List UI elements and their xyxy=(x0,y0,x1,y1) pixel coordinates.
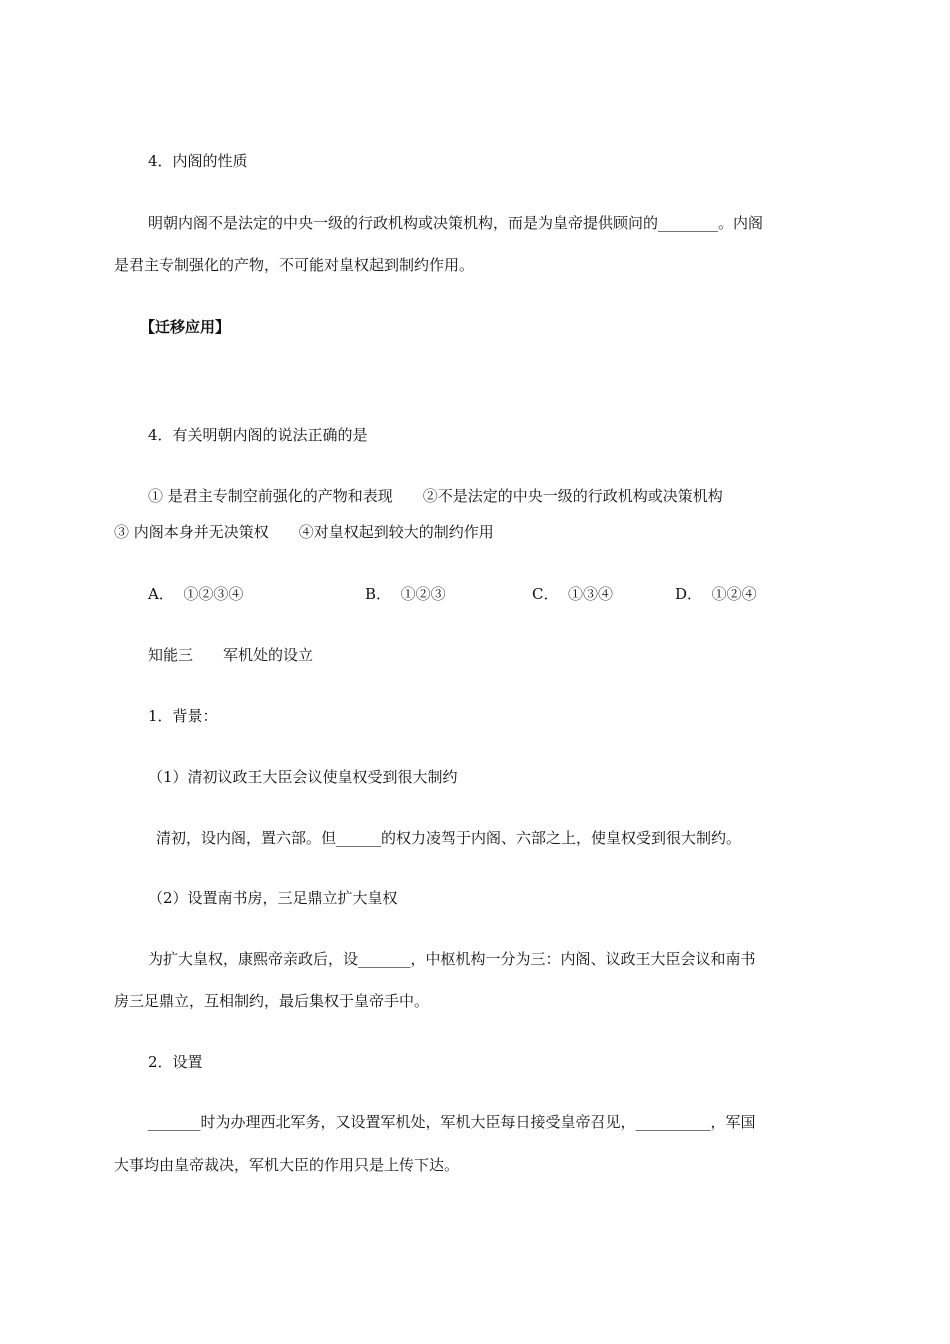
section-4-title: 4．内阁的性质 xyxy=(148,152,248,170)
section-4-paragraph-line-1: 明朝内阁不是法定的中央一级的行政机构或决策机构，而是为皇帝提供顾问的________。内阁 xyxy=(148,214,764,232)
background-subtitle-1-text: 清初，设内阁，置六部。但______的权力凌驾于内阁、六部之上，使皇权受到很大制约。 xyxy=(156,829,742,847)
option-label: A． xyxy=(148,585,174,603)
background-subtitle-1: （1）清初议政王大臣会议使皇权受到很大制约 xyxy=(148,768,458,786)
setup-paragraph-line-2: 大事均由皇帝裁决，军机大臣的作用只是上传下达。 xyxy=(114,1156,460,1174)
option-label: D． xyxy=(675,585,703,603)
option-text: ①②③④ xyxy=(183,585,244,603)
section-4-paragraph-line-2: 是君主专制强化的产物，不可能对皇权起到制约作用。 xyxy=(114,256,475,274)
background-subtitle-2-line-2: 房三足鼎立，互相制约，最后集权于皇帝手中。 xyxy=(114,992,430,1010)
background-subtitle-2: （2）设置南书房，三足鼎立扩大皇权 xyxy=(148,889,398,907)
zhineng-3-title: 知能三 军机处的设立 xyxy=(148,646,314,664)
option-text: ①③④ xyxy=(568,585,614,603)
option-label: C． xyxy=(532,585,559,603)
question-4-option-d xyxy=(675,584,757,604)
transfer-application-heading: 【迁移应用】 xyxy=(140,318,231,336)
question-4-stem: 4．有关明朝内阁的说法正确的是 xyxy=(148,426,368,444)
question-4-statements-line-2: ③ 内阁本身并无决策权 ④对皇权起到较大的制约作用 xyxy=(114,523,494,541)
question-4-statements-line-1: ① 是君主专制空前强化的产物和表现 ②不是法定的中央一级的行政机构或决策机构 xyxy=(148,487,723,505)
question-4-option-b xyxy=(365,584,446,604)
option-text: ①②③ xyxy=(400,585,446,603)
question-4-option-a xyxy=(148,584,243,604)
question-4-option-c xyxy=(532,584,613,604)
setup-title: 2．设置 xyxy=(148,1053,203,1071)
option-label: B． xyxy=(365,585,392,603)
setup-paragraph-line-1: _______时为办理西北军务，又设置军机处，军机大臣每日接受皇帝召见，__________，军国 xyxy=(148,1113,756,1131)
background-title: 1．背景： xyxy=(148,707,218,725)
option-text: ①②④ xyxy=(711,585,757,603)
background-subtitle-2-line-1: 为扩大皇权，康熙帝亲政后，设_______，中枢机构一分为三：内阁、议政王大臣会议和南书 xyxy=(148,950,756,968)
